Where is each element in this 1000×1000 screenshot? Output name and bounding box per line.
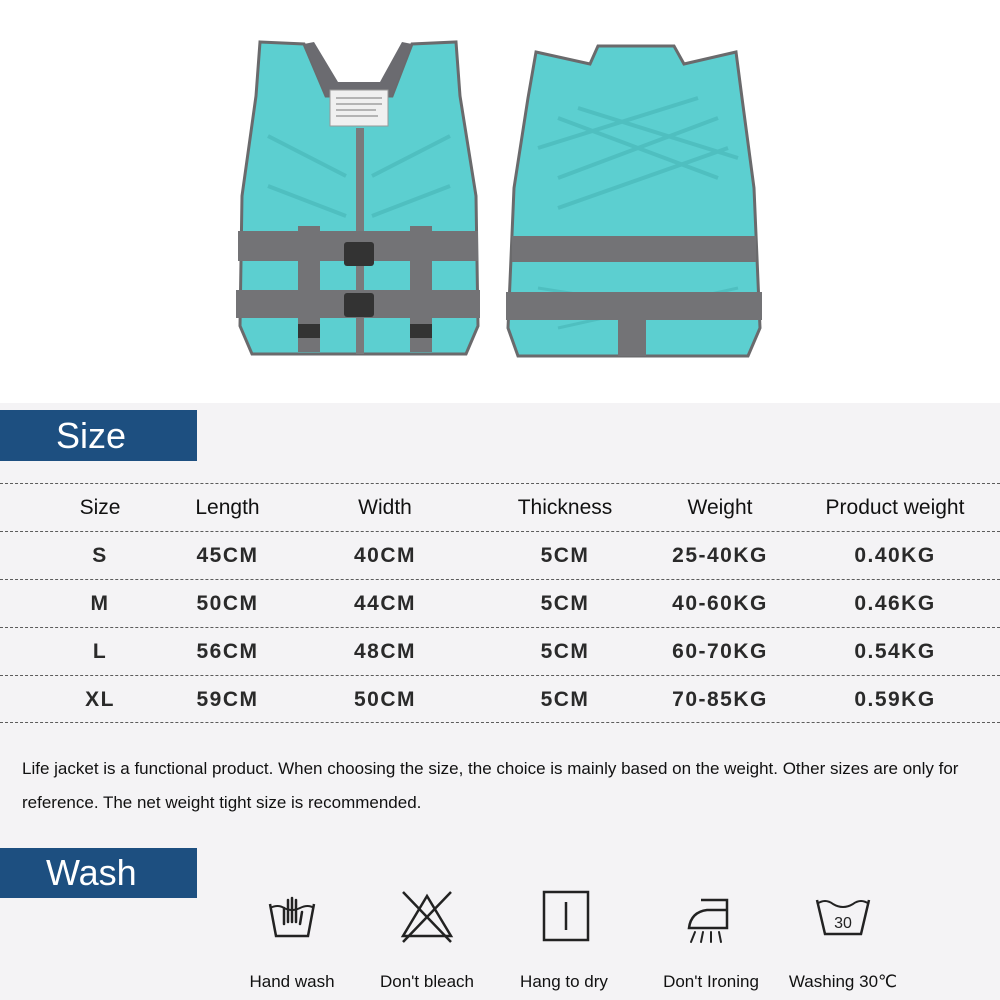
wash-temperature-text: 30 [834,915,852,932]
cell-size: XL [85,688,115,711]
cell-size: L [92,640,108,663]
cell-weight: 25-40KG [672,544,768,567]
size-note: Life jacket is a functional product. When choosing the size, the choice is mainly based on the weight. Other sizes are only for reference. The net weight tight size is recommended. [22,759,959,812]
header-weight: Weight [687,496,753,519]
cell-product-weight: 0.46KG [854,592,936,615]
care-item-hand-wash [222,886,362,992]
product-photos [0,0,1000,400]
table-row [0,579,1000,627]
table-row [0,675,1000,723]
hand-wash-icon [262,886,322,946]
cell-length: 45CM [196,544,259,567]
wash-30-icon [811,886,875,946]
cell-width: 40CM [353,544,417,567]
cell-length: 50CM [196,592,259,615]
cell-product-weight: 0.40KG [854,544,936,567]
table-row [0,531,1000,579]
cell-product-weight: 0.59KG [854,688,936,711]
size-table [0,483,1000,723]
cell-width: 50CM [353,688,417,711]
cell-length: 59CM [196,688,259,711]
cell-width: 44CM [353,592,417,615]
cell-thickness: 5CM [540,688,590,711]
table-row [0,627,1000,675]
size-table-header [0,483,1000,531]
wash-section-title: Wash [0,848,197,898]
vest-front-image [228,36,490,368]
care-label: Washing 30℃ [788,972,898,991]
hang-dry-icon [534,886,594,946]
header-product-weight: Product weight [825,496,965,519]
header-thickness: Thickness [517,496,613,519]
care-item-wash-30 [773,886,913,992]
care-item-hang-dry [494,886,634,992]
no-bleach-icon [397,886,457,946]
care-item-no-bleach [357,886,497,992]
care-item-no-iron [641,886,781,992]
cell-size: S [92,544,108,567]
care-label: Don't Ironing [663,972,759,991]
care-label: Don't bleach [380,972,474,991]
cell-product-weight: 0.54KG [854,640,936,663]
care-label: Hand wash [249,972,335,991]
cell-thickness: 5CM [540,544,590,567]
size-section-title: Size [0,410,197,461]
cell-length: 56CM [196,640,259,663]
header-length: Length [195,496,260,519]
care-label: Hang to dry [520,972,608,991]
wash-care-list [0,886,1000,1000]
header-width: Width [358,496,412,519]
cell-weight: 70-85KG [672,688,768,711]
cell-size: M [90,592,110,615]
cell-weight: 60-70KG [672,640,768,663]
cell-weight: 40-60KG [672,592,768,615]
cell-thickness: 5CM [540,592,590,615]
no-iron-icon [681,886,741,946]
info-panel [0,403,1000,1000]
vest-back-image [498,38,772,362]
cell-width: 48CM [353,640,417,663]
header-size: Size [79,496,121,519]
cell-thickness: 5CM [540,640,590,663]
